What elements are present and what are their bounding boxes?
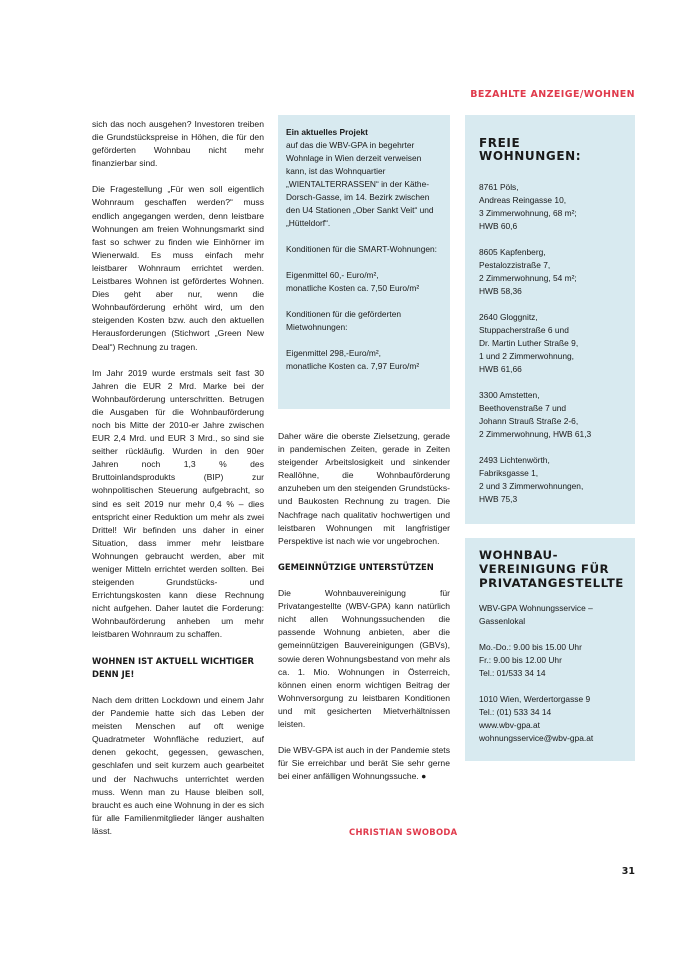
subsidized-conditions-heading: Konditionen für die geförderten Mietwohnungen: bbox=[286, 309, 402, 332]
free-apartments-title: FREIE WOHNUNGEN: bbox=[479, 136, 582, 163]
section-heading: WOHNEN IST AKTUELL WICHTIGER DENN JE! bbox=[92, 655, 254, 679]
listing-item: 8761 Pöls, Andreas Reingasse 10, 3 Zimmerwohnung, 68 m²; HWB 60,6 bbox=[479, 182, 577, 231]
website-link[interactable]: www.wbv-gpa.at bbox=[479, 720, 540, 730]
opening-hours: Mo.-Do.: 9.00 bis 15.00 Uhr Fr.: 9.00 bis 12.00 Uhr Tel.: 01/533 34 14 bbox=[479, 642, 582, 678]
contact-address bbox=[479, 693, 621, 745]
phone-line: Tel.: (01) 533 34 14 bbox=[479, 707, 552, 717]
listing-item: 2493 Lichtenwörth, Fabriksgasse 1, 2 und 3 Zimmerwohnungen, HWB 75,3 bbox=[479, 455, 584, 504]
wbv-box-title: WOHNBAU- VEREINIGUNG FÜR PRIVATANGESTELLTE bbox=[479, 548, 624, 590]
service-office: WBV-GPA Wohnungsservice – Gassenlokal bbox=[479, 603, 593, 626]
article-column-1 bbox=[92, 118, 264, 851]
listing-item: 8605 Kapfenberg, Pestalozzistraße 7, 2 Zimmerwohnung, 54 m²; HWB 58,36 bbox=[479, 247, 577, 296]
project-intro: auf das die WBV-GPA in begehrter Wohnlage in Wien derzeit verweisen kann, ist das Wohnquartier „WIENTALTERRASSEN“ in der Käthe-Dorsch-Gasse, im 14. Bezirk zwischen den U4 Stationen „Ober Sankt Veit“ und „Hütteldorf“. bbox=[286, 140, 434, 228]
project-info-box bbox=[278, 115, 450, 409]
listing-item: 2640 Gloggnitz, Stuppacherstraße 6 und Dr. Martin Luther Straße 9, 1 und 2 Zimmerwohnung, HWB 61,66 bbox=[479, 312, 579, 374]
smart-monthly-cost: monatliche Kosten ca. 7,50 Euro/m² bbox=[286, 283, 420, 293]
address-line: 1010 Wien, Werdertorgasse 9 bbox=[479, 694, 591, 704]
section-heading: GEMEINNÜTZIGE UNTERSTÜTZEN bbox=[278, 561, 434, 572]
paragraph: Daher wäre die oberste Zielsetzung, gerade in pandemischen Zeiten, gerade in Zeiten steigender Arbeitslosigkeit und sinkender Reallöhne, die Wohnbauförderung anzuheben um den steigenden Grundstücks- und Baukosten Rechnung zu tragen. Die Nachfrage nach qualitativ hochwertigen und leistbaren Wohnungen mit langfristiger Perspektive ist nach wie vor ungebrochen. bbox=[278, 431, 450, 546]
article-column-2 bbox=[278, 430, 450, 796]
author-byline: CHRISTIAN SWOBODA bbox=[349, 827, 458, 837]
section-label: BEZAHLTE ANZEIGE/WOHNEN bbox=[470, 89, 635, 100]
paragraph: Die WBV-GPA ist auch in der Pandemie stets für Sie erreichbar und berät Sie sehr gerne bei einer anfälligen Wohnungssuche. ● bbox=[278, 745, 450, 782]
subsidized-equity: Eigenmittel 298,-Euro/m², bbox=[286, 348, 381, 358]
paragraph: sich das noch ausgehen? Investoren treiben die Grundstückspreise in Höhen, die für den geförderten Wohnbau nicht mehr finanzierbar sind. bbox=[92, 119, 264, 169]
listing-item: 3300 Amstetten, Beethovenstraße 7 und Johann Strauß Straße 2-6, 2 Zimmerwohnung, HWB 61,3 bbox=[479, 390, 592, 439]
paragraph: Im Jahr 2019 wurde erstmals seit fast 30 Jahren die EUR 2 Mrd. Marke bei der Wohnbauförderung unterschritten. Betrugen die Ausgaben für die Wohnbauförderung noch bis Mitte der 2010-er Jahre zwischen EUR 2,4 Mrd. und EUR 3 Mrd., so sind sie seither rückläufig. Wurden in den 90er Jahren noch 1,3 % des Bruttoinlandsprodukts (BIP) zur wohnpolitischen Steuerung aufgebracht, so sind es seit 2019 nur mehr 0,4 % – dies entspricht einer Reduktion um mehr als zwei Drittel! Wir befinden uns daher in einer Situation, dass immer mehr leistbare Wohnungen gebraucht werden, aber mit weniger Mitteln errichtet werden sollten. Bei steigenden Grundstücks- und Errichtungskosten kann diese Rechnung nicht aufgehen. Daher lautet die Forderung: Wohnbauförderung anheben um mehr leistbaren Wohnraum zu schaffen. bbox=[92, 367, 264, 640]
paragraph: Die Wohnbauvereinigung für Privatangestellte (WBV-GPA) kann natürlich nicht allen Wohnungssuchenden die passende Wohnung anbieten, aber die gemeinnützigen Bauvereinigungen (GBVs), sowie deren Wohnungsbestand von mehr als ca. 1. Mio. Wohnungen in Österreich, können einen enorm wichtigen Beitrag der Wohnversorgung zu leistbaren Konditionen und mit gesicherten Mietverhältnissen leisten. bbox=[278, 588, 450, 729]
subsidized-monthly-cost: monatliche Kosten ca. 7,97 Euro/m² bbox=[286, 361, 420, 371]
free-apartments-box bbox=[465, 115, 635, 524]
smart-equity: Eigenmittel 60,- Euro/m², bbox=[286, 270, 379, 280]
project-box-title: Ein aktuelles Projekt bbox=[286, 127, 368, 137]
paragraph: Nach dem dritten Lockdown und einem Jahr der Pandemie hatte sich das Leben der meisten Menschen auf oft wenige Quadratmeter Wohnfläche reduziert, auf denen gekocht, gegessen, gewaschen, geschlafen und seit kurzem auch gearbeitet und der Nachwuchs unterrichtet werden muss. Wenn man zu Hause bleiben soll, braucht es auch eine Wohnung in der es sich für alle Familienmitglieder länger aushalten lässt. bbox=[92, 694, 264, 836]
email-link[interactable]: wohnungsservice@wbv-gpa.at bbox=[479, 733, 594, 743]
paragraph: Die Fragestellung „Für wen soll eigentlich Wohnraum geschaffen werden?“ muss endlich angegangen werden, denn leistbare Wohnungen am freien Wohnungsmarkt sind fast so schwer zu finden wie Einhörner im Wienerwald. Es muss einfach mehr leistbarer Wohnraum errichtet werden. Leistbares Wohnen ist gefördertes Wohnen. Dies geht aber nur, wenn die Wohnbauförderung erhöht wird, um den steigenden Kosten bzw. auch den aktuellen Herausforderungen (Stichwort „Green New Deal“) Rechnung zu tragen. bbox=[92, 184, 264, 352]
wbv-contact-box bbox=[465, 538, 635, 761]
page-number: 31 bbox=[621, 866, 635, 877]
smart-conditions-heading: Konditionen für die SMART-Wohnungen: bbox=[286, 244, 437, 254]
